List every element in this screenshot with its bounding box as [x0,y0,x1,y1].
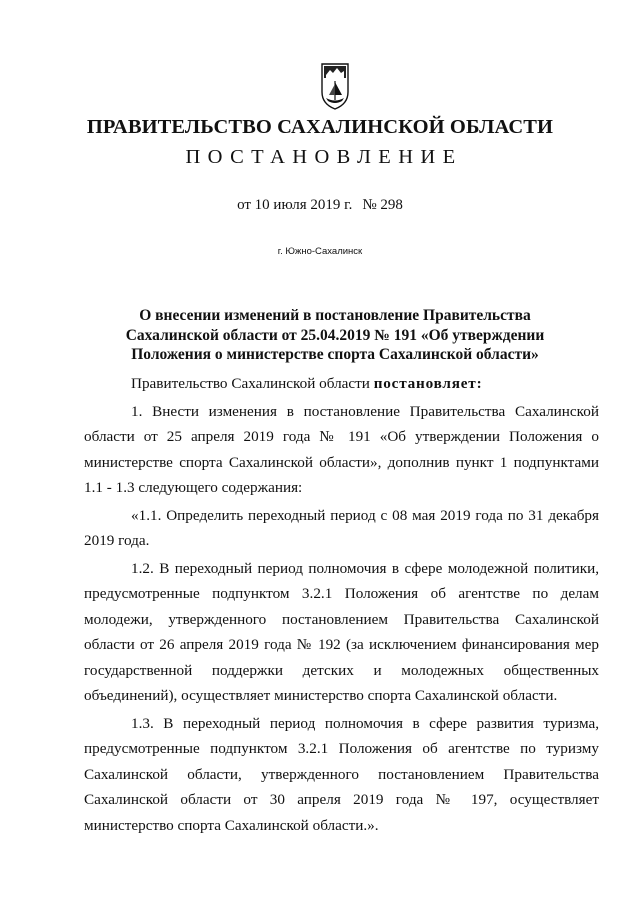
paragraph-1-1: «1.1. Определить переходный период с 08 мая 2019 года по 31 декабря 2019 года. [84,506,599,549]
paragraph-1-3: 1.3. В переходный период полномочия в сфере развития туризма, предусмотренные подпунктом 3.2.1 Положения об агентстве по туризму Сахалинской области, утвержденного постановлением Правительства Сахалинской области от 30 апреля 2019 года № 197, осуществляет министерство спорта Сахалинской области.». [84,714,599,834]
document-number: № 298 [362,197,403,213]
document-type: ПОСТАНОВЛЕНИЕ [185,146,463,168]
city-name: г. Южно-Сахалинск [277,246,363,257]
paragraph-1: 1. Внести изменения в постановление Правительства Сахалинской области от 25 апреля 2019 года № 191 «Об утверждении Положения о министерстве спорта Сахалинской области», дополнив пункт 1 подпунктами 1.1 - 1.3 следующего содержания: [84,402,599,496]
intro-paragraph [84,371,599,397]
document-title: О внесении изменений в постановление Правительства Сахалинской области от 25.04.2019 № 191 «Об утверждении Положения о министерстве спорта Сахалинской области» [125,307,545,363]
resolves-keyword: постановляет: [373,375,483,392]
organization-name: ПРАВИТЕЛЬСТВО САХАЛИНСКОЙ ОБЛАСТИ [86,116,554,138]
document-date: от 10 июля 2019 г. [237,197,353,213]
intro-text: Правительство Сахалинской области [131,375,374,392]
sakhalin-coat-of-arms-icon [320,62,350,110]
paragraph-1-2: 1.2. В переходный период полномочия в сфере молодежной политики, предусмотренные подпунктом 3.2.1 Положения об агентстве по делам молодежи, утвержденного постановлением Правительства Сахалинской области от 26 апреля 2019 года № 192 (за исключением финансирования мер государственной поддержки детских и молодежных общественных объединений), осуществляет министерство спорта Сахалинской области. [84,559,599,704]
document-body [84,371,599,838]
date-number-line [0,197,640,214]
